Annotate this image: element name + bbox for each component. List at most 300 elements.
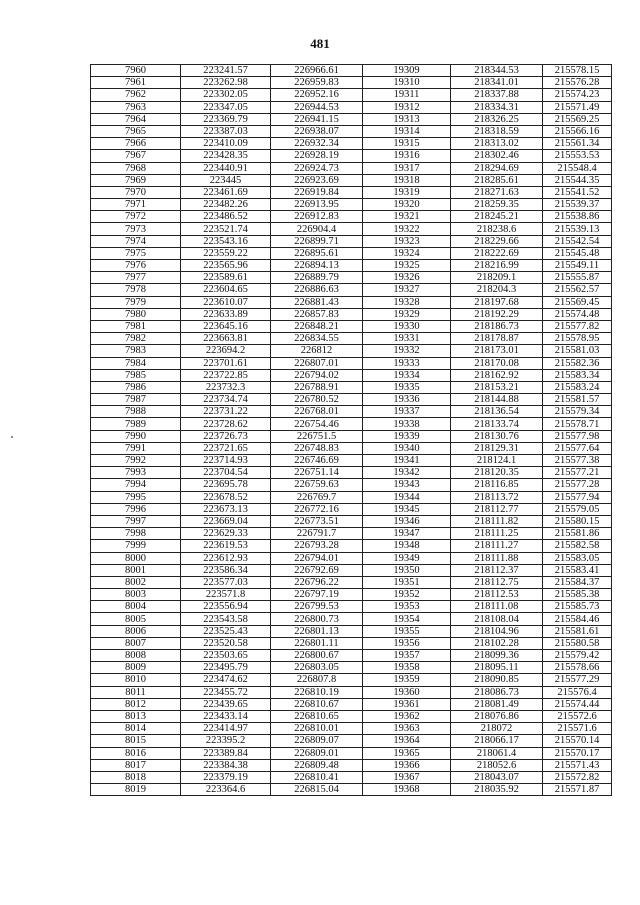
table-cell: 215566.16: [543, 125, 612, 137]
table-cell: 19365: [363, 747, 451, 759]
table-row: [91, 430, 612, 442]
table-row: [91, 552, 612, 564]
table-cell: 215578.66: [543, 662, 612, 674]
table-row: [91, 65, 612, 77]
table-row: [91, 186, 612, 198]
table-cell: 223728.62: [181, 418, 271, 430]
table-cell: 19343: [363, 479, 451, 491]
table-cell: 223439.65: [181, 698, 271, 710]
coordinates-table-body: [91, 65, 612, 796]
table-cell: 19336: [363, 394, 451, 406]
table-cell: 215571.6: [543, 723, 612, 735]
table-cell: 226932.34: [271, 138, 363, 150]
table-row: [91, 394, 612, 406]
table-cell: 218144.88: [451, 394, 543, 406]
table-cell: 218099.36: [451, 650, 543, 662]
table-cell: 7973: [91, 223, 181, 235]
table-cell: 218111.88: [451, 552, 543, 564]
table-cell: 19361: [363, 698, 451, 710]
table-cell: 215561.34: [543, 138, 612, 150]
table-row: [91, 235, 612, 247]
table-cell: 8018: [91, 771, 181, 783]
table-cell: 19322: [363, 223, 451, 235]
table-row: [91, 113, 612, 125]
table-cell: 226919.84: [271, 186, 363, 198]
table-cell: 218052.6: [451, 759, 543, 771]
table-cell: 19328: [363, 296, 451, 308]
table-cell: 218204.3: [451, 284, 543, 296]
table-row: [91, 710, 612, 722]
table-cell: 8007: [91, 637, 181, 649]
table-cell: 218186.73: [451, 320, 543, 332]
table-cell: 223645.16: [181, 320, 271, 332]
table-cell: 223410.09: [181, 138, 271, 150]
table-cell: 223543.58: [181, 613, 271, 625]
table-cell: 218130.76: [451, 430, 543, 442]
table-cell: 215583.34: [543, 369, 612, 381]
table-cell: 8009: [91, 662, 181, 674]
table-row: [91, 174, 612, 186]
table-cell: 218245.21: [451, 211, 543, 223]
table-cell: 218318.59: [451, 125, 543, 137]
table-cell: 215578.95: [543, 333, 612, 345]
table-cell: 218173.01: [451, 345, 543, 357]
table-cell: 218108.04: [451, 613, 543, 625]
table-cell: 215576.4: [543, 686, 612, 698]
table-cell: 226913.95: [271, 199, 363, 211]
table-cell: 218061.4: [451, 747, 543, 759]
table-row: [91, 723, 612, 735]
table-row: [91, 138, 612, 150]
table-cell: 218104.96: [451, 625, 543, 637]
table-cell: 223695.78: [181, 479, 271, 491]
table-cell: 215585.38: [543, 589, 612, 601]
table-cell: 215585.73: [543, 601, 612, 613]
table-cell: 215571.49: [543, 101, 612, 113]
table-row: [91, 199, 612, 211]
table-cell: 223565.96: [181, 260, 271, 272]
table-cell: 223241.57: [181, 65, 271, 77]
table-cell: 218113.72: [451, 491, 543, 503]
table-cell: 7972: [91, 211, 181, 223]
table-cell: 19350: [363, 564, 451, 576]
table-cell: 19341: [363, 455, 451, 467]
table-cell: 7994: [91, 479, 181, 491]
table-cell: 223389.84: [181, 747, 271, 759]
table-cell: 218192.29: [451, 308, 543, 320]
table-cell: 226801.11: [271, 637, 363, 649]
table-cell: 223369.79: [181, 113, 271, 125]
table-cell: 19354: [363, 613, 451, 625]
table-row: [91, 662, 612, 674]
table-cell: 223701.61: [181, 357, 271, 369]
table-cell: 215577.29: [543, 674, 612, 686]
table-cell: 226889.79: [271, 272, 363, 284]
table-cell: 218216.99: [451, 260, 543, 272]
table-cell: 8003: [91, 589, 181, 601]
table-cell: 7990: [91, 430, 181, 442]
table-cell: 215569.25: [543, 113, 612, 125]
table-cell: 226780.52: [271, 394, 363, 406]
table-cell: 226894.13: [271, 260, 363, 272]
table-row: [91, 381, 612, 393]
table-row: [91, 369, 612, 381]
table-cell: 218112.53: [451, 589, 543, 601]
table-cell: 223721.65: [181, 442, 271, 454]
table-cell: 215577.94: [543, 491, 612, 503]
table-row: [91, 528, 612, 540]
table-row: [91, 89, 612, 101]
table-cell: 226812: [271, 345, 363, 357]
table-cell: 215584.37: [543, 576, 612, 588]
table-cell: 215579.42: [543, 650, 612, 662]
table-cell: 226748.83: [271, 442, 363, 454]
table-cell: 223704.54: [181, 467, 271, 479]
table-cell: 19357: [363, 650, 451, 662]
table-cell: 223722.85: [181, 369, 271, 381]
table-cell: 226807.01: [271, 357, 363, 369]
table-cell: 19347: [363, 528, 451, 540]
table-cell: 7971: [91, 199, 181, 211]
table-cell: 223302.05: [181, 89, 271, 101]
table-cell: 215574.44: [543, 698, 612, 710]
table-row: [91, 747, 612, 759]
table-row: [91, 247, 612, 259]
table-cell: 223482.26: [181, 199, 271, 211]
table-cell: 8012: [91, 698, 181, 710]
table-cell: 218076.86: [451, 710, 543, 722]
table-cell: 215581.61: [543, 625, 612, 637]
table-cell: 218259.35: [451, 199, 543, 211]
table-cell: 7978: [91, 284, 181, 296]
table-cell: 218043.07: [451, 771, 543, 783]
table-cell: 223678.52: [181, 491, 271, 503]
table-cell: 226928.19: [271, 150, 363, 162]
table-cell: 223262.98: [181, 77, 271, 89]
table-cell: 226768.01: [271, 406, 363, 418]
table-cell: 226809.48: [271, 759, 363, 771]
table-cell: 218178.87: [451, 333, 543, 345]
table-cell: 223633.89: [181, 308, 271, 320]
table-cell: 7976: [91, 260, 181, 272]
table-cell: 226772.16: [271, 503, 363, 515]
table-cell: 19319: [363, 186, 451, 198]
table-row: [91, 589, 612, 601]
table-cell: 218153.21: [451, 381, 543, 393]
table-cell: 19345: [363, 503, 451, 515]
table-row: [91, 698, 612, 710]
table-cell: 215582.36: [543, 357, 612, 369]
table-cell: 223673.13: [181, 503, 271, 515]
table-cell: 215539.13: [543, 223, 612, 235]
table-cell: 226952.16: [271, 89, 363, 101]
table-cell: 7998: [91, 528, 181, 540]
table-cell: 19314: [363, 125, 451, 137]
table-cell: 215580.15: [543, 515, 612, 527]
table-cell: 19330: [363, 320, 451, 332]
table-cell: 218129.31: [451, 442, 543, 454]
table-cell: 215577.21: [543, 467, 612, 479]
table-cell: 223384.38: [181, 759, 271, 771]
table-cell: 19349: [363, 552, 451, 564]
table-cell: 215581.57: [543, 394, 612, 406]
table-cell: 223379.19: [181, 771, 271, 783]
table-cell: 226834.55: [271, 333, 363, 345]
table-cell: 215553.53: [543, 150, 612, 162]
table-row: [91, 491, 612, 503]
table-cell: 19356: [363, 637, 451, 649]
table-cell: 19318: [363, 174, 451, 186]
table-cell: 8005: [91, 613, 181, 625]
table-cell: 226759.63: [271, 479, 363, 491]
table-row: [91, 467, 612, 479]
table-cell: 218072: [451, 723, 543, 735]
table-cell: 226754.46: [271, 418, 363, 430]
table-cell: 223455.72: [181, 686, 271, 698]
table-cell: 7974: [91, 235, 181, 247]
table-cell: 7961: [91, 77, 181, 89]
table-cell: 19362: [363, 710, 451, 722]
table-cell: 218120.35: [451, 467, 543, 479]
table-cell: 218136.54: [451, 406, 543, 418]
table-cell: 223521.74: [181, 223, 271, 235]
table-cell: 215583.24: [543, 381, 612, 393]
table-cell: 218341.01: [451, 77, 543, 89]
table-cell: 19346: [363, 515, 451, 527]
table-row: [91, 625, 612, 637]
table-cell: 215548.4: [543, 162, 612, 174]
table-row: [91, 296, 612, 308]
table-cell: 215580.58: [543, 637, 612, 649]
table-cell: 7977: [91, 272, 181, 284]
table-cell: 7970: [91, 186, 181, 198]
table-cell: 215578.71: [543, 418, 612, 430]
table-cell: 19359: [363, 674, 451, 686]
table-cell: 215583.05: [543, 552, 612, 564]
table-cell: 226810.19: [271, 686, 363, 698]
table-row: [91, 735, 612, 747]
table-cell: 226751.14: [271, 467, 363, 479]
table-row: [91, 515, 612, 527]
table-cell: 215549.11: [543, 260, 612, 272]
table-cell: 7960: [91, 65, 181, 77]
table-cell: 7975: [91, 247, 181, 259]
table-cell: 218313.02: [451, 138, 543, 150]
table-cell: 7993: [91, 467, 181, 479]
table-cell: 215541.52: [543, 186, 612, 198]
table-cell: 223612.93: [181, 552, 271, 564]
table-cell: 226792.69: [271, 564, 363, 576]
table-cell: 19335: [363, 381, 451, 393]
table-cell: 7968: [91, 162, 181, 174]
table-cell: 218162.92: [451, 369, 543, 381]
table-cell: 223669.04: [181, 515, 271, 527]
table-cell: 7995: [91, 491, 181, 503]
table-cell: 226800.67: [271, 650, 363, 662]
table-cell: 226809.01: [271, 747, 363, 759]
table-cell: 223694.2: [181, 345, 271, 357]
table-cell: 223586.34: [181, 564, 271, 576]
table-cell: 218302.46: [451, 150, 543, 162]
table-row: [91, 686, 612, 698]
table-cell: 7988: [91, 406, 181, 418]
table-cell: 8011: [91, 686, 181, 698]
table-cell: 19316: [363, 150, 451, 162]
table-cell: 218086.73: [451, 686, 543, 698]
table-cell: 8019: [91, 784, 181, 796]
table-cell: 7966: [91, 138, 181, 150]
table-row: [91, 650, 612, 662]
table-cell: 218081.49: [451, 698, 543, 710]
table-cell: 226924.73: [271, 162, 363, 174]
table-row: [91, 357, 612, 369]
table-cell: 8006: [91, 625, 181, 637]
table-cell: 215579.34: [543, 406, 612, 418]
table-row: [91, 260, 612, 272]
table-cell: 19358: [363, 662, 451, 674]
table-cell: 19326: [363, 272, 451, 284]
table-cell: 226810.67: [271, 698, 363, 710]
table-cell: 218111.27: [451, 540, 543, 552]
table-cell: 223714.93: [181, 455, 271, 467]
table-cell: 8000: [91, 552, 181, 564]
table-cell: 215538.86: [543, 211, 612, 223]
table-cell: 223604.65: [181, 284, 271, 296]
table-cell: 8001: [91, 564, 181, 576]
table-cell: 226803.05: [271, 662, 363, 674]
table-cell: 226899.71: [271, 235, 363, 247]
table-row: [91, 613, 612, 625]
table-cell: 223726.73: [181, 430, 271, 442]
table-cell: 7985: [91, 369, 181, 381]
table-cell: 19323: [363, 235, 451, 247]
table-cell: 7989: [91, 418, 181, 430]
table-cell: 223556.94: [181, 601, 271, 613]
table-cell: 215544.35: [543, 174, 612, 186]
table-row: [91, 540, 612, 552]
table-cell: 215577.64: [543, 442, 612, 454]
table-cell: 226912.83: [271, 211, 363, 223]
table-cell: 19344: [363, 491, 451, 503]
table-cell: 223474.62: [181, 674, 271, 686]
table-cell: 19331: [363, 333, 451, 345]
table-row: [91, 784, 612, 796]
table-row: [91, 601, 612, 613]
table-cell: 215574.23: [543, 89, 612, 101]
table-cell: 218111.25: [451, 528, 543, 540]
table-cell: 215583.41: [543, 564, 612, 576]
table-cell: 215545.48: [543, 247, 612, 259]
table-cell: 19320: [363, 199, 451, 211]
table-cell: 7984: [91, 357, 181, 369]
table-row: [91, 503, 612, 515]
table-cell: 226794.01: [271, 552, 363, 564]
table-cell: 19312: [363, 101, 451, 113]
table-cell: 8014: [91, 723, 181, 735]
table-cell: 218170.08: [451, 357, 543, 369]
table-cell: 19352: [363, 589, 451, 601]
table-cell: 7982: [91, 333, 181, 345]
table-cell: 218133.74: [451, 418, 543, 430]
table-row: [91, 125, 612, 137]
table-cell: 19367: [363, 771, 451, 783]
table-cell: 19360: [363, 686, 451, 698]
table-cell: 226966.61: [271, 65, 363, 77]
table-cell: 7979: [91, 296, 181, 308]
table-cell: 7997: [91, 515, 181, 527]
table-row: [91, 333, 612, 345]
table-cell: 218112.37: [451, 564, 543, 576]
table-cell: 226796.22: [271, 576, 363, 588]
table-cell: 218271.63: [451, 186, 543, 198]
table-cell: 226810.41: [271, 771, 363, 783]
table-cell: 223610.07: [181, 296, 271, 308]
table-cell: 223577.03: [181, 576, 271, 588]
table-cell: 226938.07: [271, 125, 363, 137]
table-cell: 218090.85: [451, 674, 543, 686]
table-cell: 218111.08: [451, 601, 543, 613]
table-cell: 218112.75: [451, 576, 543, 588]
table-cell: 19309: [363, 65, 451, 77]
table-cell: 19368: [363, 784, 451, 796]
table-row: [91, 479, 612, 491]
table-cell: 7967: [91, 150, 181, 162]
table-cell: 19338: [363, 418, 451, 430]
table-cell: 7965: [91, 125, 181, 137]
table-cell: 215572.82: [543, 771, 612, 783]
table-cell: 226799.53: [271, 601, 363, 613]
table-cell: 215584.46: [543, 613, 612, 625]
table-cell: 218209.1: [451, 272, 543, 284]
table-cell: 226801.13: [271, 625, 363, 637]
table-cell: 218222.69: [451, 247, 543, 259]
table-cell: 8013: [91, 710, 181, 722]
table-row: [91, 637, 612, 649]
table-cell: 215579.05: [543, 503, 612, 515]
table-cell: 7987: [91, 394, 181, 406]
table-cell: 218116.85: [451, 479, 543, 491]
table-cell: 19355: [363, 625, 451, 637]
table-row: [91, 406, 612, 418]
table-cell: 215577.28: [543, 479, 612, 491]
table-cell: 8017: [91, 759, 181, 771]
table-cell: 226788.91: [271, 381, 363, 393]
table-cell: 226810.65: [271, 710, 363, 722]
table-cell: 215581.86: [543, 528, 612, 540]
table-cell: 223461.69: [181, 186, 271, 198]
table-cell: 19317: [363, 162, 451, 174]
table-cell: 215562.57: [543, 284, 612, 296]
table-cell: 218294.69: [451, 162, 543, 174]
table-row: [91, 272, 612, 284]
table-cell: 19366: [363, 759, 451, 771]
table-cell: 226923.69: [271, 174, 363, 186]
table-cell: 19311: [363, 89, 451, 101]
table-row: [91, 418, 612, 430]
table-cell: 19337: [363, 406, 451, 418]
table-cell: 223395.2: [181, 735, 271, 747]
table-row: [91, 455, 612, 467]
table-cell: 223571.8: [181, 589, 271, 601]
table-cell: 215572.6: [543, 710, 612, 722]
table-cell: 19348: [363, 540, 451, 552]
table-cell: 215542.54: [543, 235, 612, 247]
table-cell: 226895.61: [271, 247, 363, 259]
table-cell: 226793.28: [271, 540, 363, 552]
table-cell: 19310: [363, 77, 451, 89]
table-cell: 223414.97: [181, 723, 271, 735]
table-cell: 7963: [91, 101, 181, 113]
